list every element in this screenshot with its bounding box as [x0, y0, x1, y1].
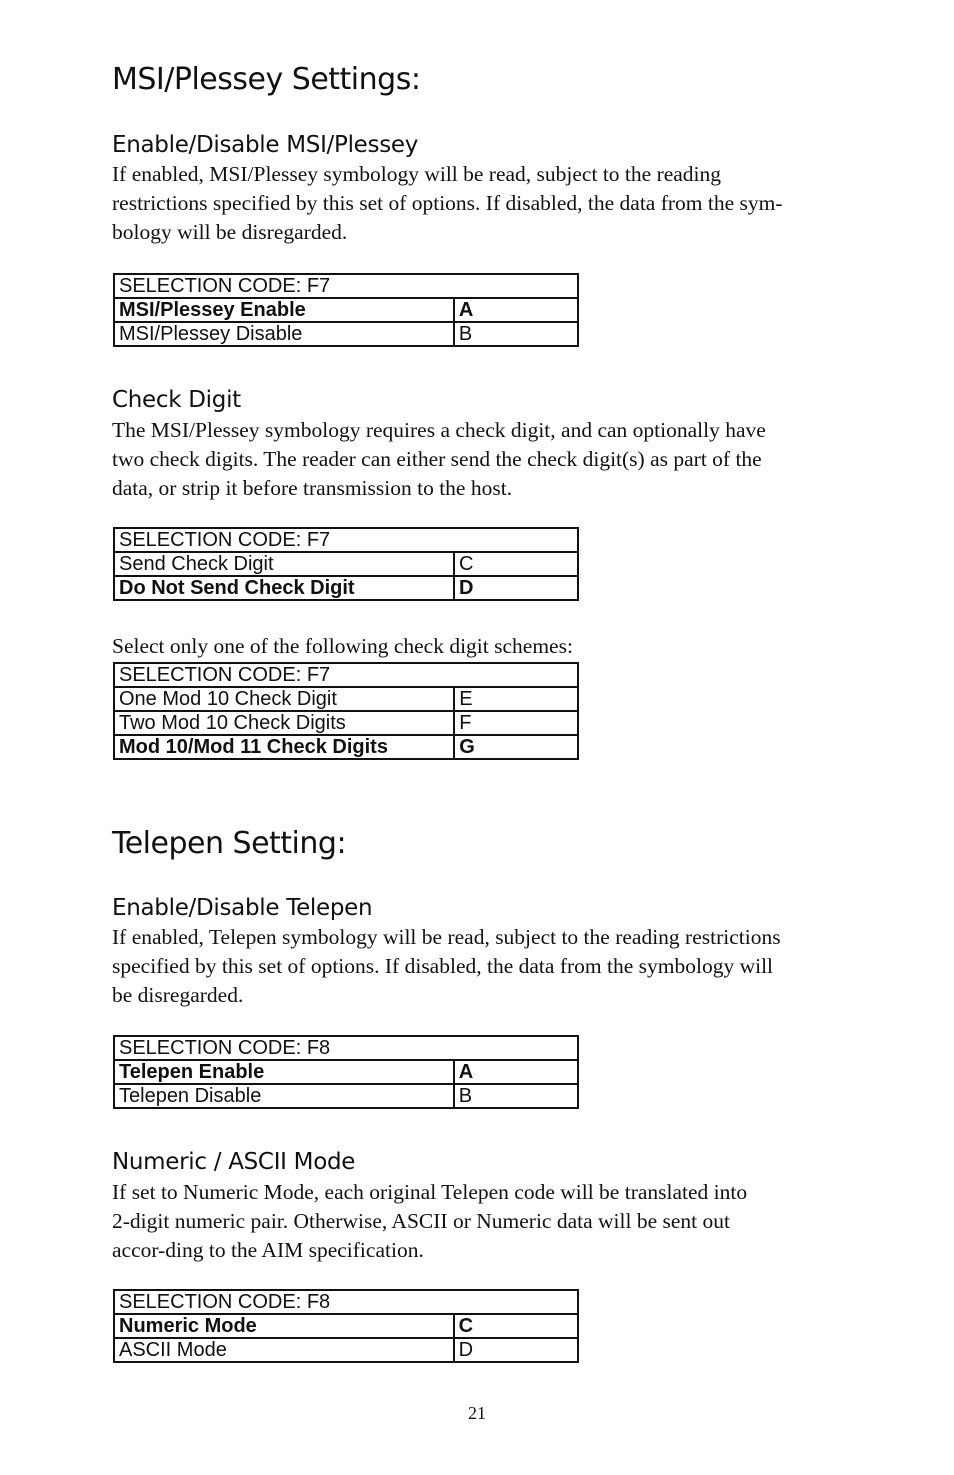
- telepen-enable-selection-table: [113, 1035, 579, 1109]
- check-scheme-selection-table: [113, 662, 579, 760]
- enable-msi-description: [112, 160, 872, 247]
- option-label: Send Check Digit: [114, 552, 454, 576]
- option-label: MSI/Plessey Enable: [114, 298, 454, 322]
- selection-code-header: SELECTION CODE: F7: [114, 274, 578, 298]
- option-code: B: [454, 322, 578, 346]
- option-code: D: [454, 576, 578, 600]
- option-label: Telepen Disable: [114, 1084, 454, 1108]
- option-code: C: [454, 552, 578, 576]
- option-label: One Mod 10 Check Digit: [114, 687, 454, 711]
- selection-code-header: SELECTION CODE: F7: [114, 528, 578, 552]
- table-header-row: [114, 1036, 578, 1060]
- table-row: [114, 1084, 578, 1108]
- table-row: [114, 1314, 578, 1338]
- table-row: [114, 298, 578, 322]
- text-line: data, or strip it before transmission to the host.: [112, 476, 513, 500]
- table-row: [114, 1060, 578, 1084]
- option-label: Mod 10/Mod 11 Check Digits: [114, 735, 454, 759]
- option-code: D: [454, 1338, 578, 1362]
- page-number: 21: [468, 1403, 486, 1423]
- option-code: G: [454, 735, 578, 759]
- option-label: ASCII Mode: [114, 1338, 454, 1362]
- table-row: [114, 687, 578, 711]
- table-header-row: [114, 274, 578, 298]
- enable-disable-msi-heading: Enable/Disable MSI/Plessey: [112, 132, 419, 158]
- option-label: MSI/Plessey Disable: [114, 322, 454, 346]
- text-line: If enabled, Telepen symbology will be read, subject to the reading restrictions: [112, 925, 781, 949]
- numeric-ascii-mode-heading: Numeric / ASCII Mode: [112, 1149, 356, 1175]
- option-code: C: [454, 1314, 578, 1338]
- check-digit-description: [112, 416, 872, 503]
- telepen-setting-title: Telepen Setting:: [112, 826, 347, 861]
- option-label: Do Not Send Check Digit: [114, 576, 454, 600]
- check-digit-selection-table: [113, 527, 579, 601]
- option-code: B: [454, 1084, 578, 1108]
- option-code: F: [454, 711, 578, 735]
- table-row: [114, 576, 578, 600]
- option-code: A: [454, 298, 578, 322]
- option-label: Two Mod 10 Check Digits: [114, 711, 454, 735]
- msi-enable-selection-table: [113, 273, 579, 347]
- enable-telepen-description: [112, 923, 872, 1010]
- option-code: A: [454, 1060, 578, 1084]
- text-line: two check digits. The reader can either send the check digit(s) as part of the: [112, 447, 762, 471]
- selection-code-header: SELECTION CODE: F8: [114, 1290, 578, 1314]
- option-label: Telepen Enable: [114, 1060, 454, 1084]
- numeric-ascii-selection-table: [113, 1289, 579, 1363]
- table-header-row: [114, 528, 578, 552]
- text-line: Select only one of the following check digit schemes:: [112, 634, 573, 658]
- text-line: If set to Numeric Mode, each original Telepen code will be translated into: [112, 1180, 748, 1204]
- selection-code-header: SELECTION CODE: F8: [114, 1036, 578, 1060]
- text-line: specified by this set of options. If disabled, the data from the symbology will: [112, 954, 774, 978]
- text-line: The MSI/Plessey symbology requires a check digit, and can optionally have: [112, 418, 766, 442]
- msi-plessey-settings-title: MSI/Plessey Settings:: [112, 62, 421, 97]
- option-label: Numeric Mode: [114, 1314, 454, 1338]
- text-line: restrictions specified by this set of options. If disabled, the data from the sym-: [112, 191, 783, 215]
- table-header-row: [114, 663, 578, 687]
- table-row: [114, 552, 578, 576]
- enable-disable-telepen-heading: Enable/Disable Telepen: [112, 895, 373, 921]
- text-line: be disregarded.: [112, 983, 244, 1007]
- table-row: [114, 711, 578, 735]
- check-digit-heading: Check Digit: [112, 387, 241, 413]
- text-line: 2-digit numeric pair. Otherwise, ASCII or Numeric data will be sent out: [112, 1209, 730, 1233]
- table-header-row: [114, 1290, 578, 1314]
- numeric-ascii-description: [112, 1178, 872, 1265]
- check-scheme-intro: [112, 632, 872, 661]
- table-row: [114, 322, 578, 346]
- text-line: bology will be disregarded.: [112, 220, 348, 244]
- text-line: accor-ding to the AIM specification.: [112, 1238, 424, 1262]
- table-row: [114, 1338, 578, 1362]
- text-line: If enabled, MSI/Plessey symbology will be read, subject to the reading: [112, 162, 722, 186]
- table-row: [114, 735, 578, 759]
- selection-code-header: SELECTION CODE: F7: [114, 663, 578, 687]
- option-code: E: [454, 687, 578, 711]
